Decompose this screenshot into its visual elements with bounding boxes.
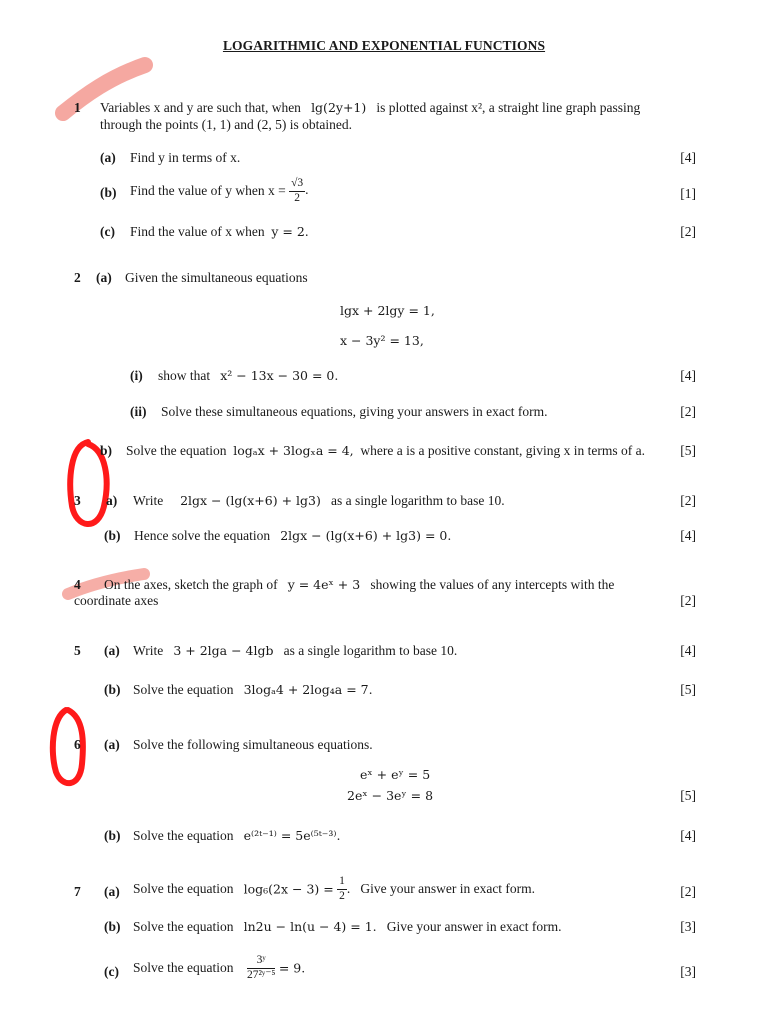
- q6-equation-2: 2eˣ − 3eʸ = 8: [347, 788, 434, 803]
- q1-stem-line1: Variables x and y are such that, when lg(2y+1) is plotted against x², a straight line graph passing: [100, 100, 641, 115]
- q2ai-text: show that x² − 13x − 30 = 0.: [158, 368, 339, 383]
- q6b-label: (b): [104, 828, 121, 843]
- q4-mark: [2]: [680, 593, 696, 608]
- q1a-mark: [4]: [680, 150, 696, 165]
- q7c-text: Solve the equation $\frac{\text{3ʸ}}{\text{27²ʸ⁻⁵}}$ = 9.: [133, 954, 306, 981]
- page-title: LOGARITHMIC AND EXPONENTIAL FUNCTIONS: [222, 38, 546, 53]
- q1a-label: (a): [100, 150, 116, 165]
- q5a-text: Write 3 + 2lga − 4lgb as a single logarithm to base 10.: [133, 643, 458, 658]
- q1c-label: (c): [100, 224, 115, 239]
- q2b-mark: [5]: [680, 443, 696, 458]
- q1b-label: (b): [100, 185, 117, 200]
- q5b-mark: [5]: [680, 682, 696, 697]
- q4-text: On the axes, sketch the graph of y = 4eˣ + 3 showing the values of any intercepts with the: [104, 577, 615, 592]
- q7a-mark: [2]: [680, 884, 696, 899]
- q3b-mark: [4]: [680, 528, 696, 543]
- question-number-1: 1: [74, 100, 81, 115]
- q1a-text: Find y in terms of x.: [130, 150, 241, 165]
- q7a-text: Solve the equation log₆(2x − 3) = $\frac{1}{2}$ . Give your answer in exact form.: [133, 875, 536, 902]
- question-number-4: 4: [74, 577, 81, 592]
- q1b-mark: [1]: [680, 186, 696, 201]
- q1b-text: Find the value of y when x = $\frac{√3}{2}$ .: [130, 177, 309, 204]
- q7c-mark: [3]: [680, 964, 696, 979]
- q6-equation-1: eˣ + eʸ = 5: [360, 767, 431, 782]
- q3a-label: a): [106, 493, 118, 508]
- question-number-3: 3: [74, 493, 81, 508]
- q2aii-label: (ii): [130, 404, 147, 419]
- q2a-label: (a): [96, 270, 112, 285]
- q2b-text: Solve the equation logₐx + 3logₓa = 4, where a is a positive constant, giving x in terms of a.: [126, 443, 645, 458]
- q6b-mark: [4]: [680, 828, 696, 843]
- q1c-mark: [2]: [680, 224, 696, 239]
- q5a-label: (a): [104, 643, 120, 658]
- q5b-label: (b): [104, 682, 121, 697]
- q3a-text: Write 2lgx − (lg(x+6) + lg3) as a single logarithm to base 10.: [133, 493, 505, 508]
- q2a-text: Given the simultaneous equations: [125, 270, 308, 285]
- q2b-label: b): [100, 443, 113, 458]
- q2aii-text: Solve these simultaneous equations, giving your answers in exact form.: [161, 404, 548, 419]
- q7a-label: (a): [104, 884, 120, 899]
- q3b-text: Hence solve the equation 2lgx − (lg(x+6) + lg3) = 0.: [134, 528, 452, 543]
- q3b-label: (b): [104, 528, 121, 543]
- question-number-5: 5: [74, 643, 81, 658]
- q2ai-label: (i): [130, 368, 143, 383]
- q4-text-line2: coordinate axes: [74, 593, 159, 608]
- q2aii-mark: [2]: [680, 404, 696, 419]
- q7c-label: (c): [104, 964, 119, 979]
- q6a-mark: [5]: [680, 788, 696, 803]
- q3a-mark: [2]: [680, 493, 696, 508]
- question-number-2: 2: [74, 270, 81, 285]
- q2-equation-2: x − 3y² = 13,: [340, 333, 424, 348]
- q7b-label: (b): [104, 919, 121, 934]
- q5a-mark: [4]: [680, 643, 696, 658]
- q6a-text: Solve the following simultaneous equations.: [133, 737, 373, 752]
- q1-stem-line2: through the points (1, 1) and (2, 5) is obtained.: [100, 117, 352, 132]
- question-number-7: 7: [74, 884, 81, 899]
- q5b-text: Solve the equation 3logₐ4 + 2log₄a = 7.: [133, 682, 373, 697]
- q2-equation-1: lgx + 2lgy = 1,: [340, 303, 435, 318]
- q2ai-mark: [4]: [680, 368, 696, 383]
- question-number-6: 6: [74, 737, 81, 752]
- q6a-label: (a): [104, 737, 120, 752]
- q7b-mark: [3]: [680, 919, 696, 934]
- q1c-text: Find the value of x when y = 2.: [130, 224, 309, 239]
- q6b-text: Solve the equation e⁽²ᵗ⁻¹⁾ = 5e⁽⁵ᵗ⁻³⁾.: [133, 828, 341, 843]
- q7b-text: Solve the equation ln2u − ln(u − 4) = 1. Give your answer in exact form.: [133, 919, 562, 934]
